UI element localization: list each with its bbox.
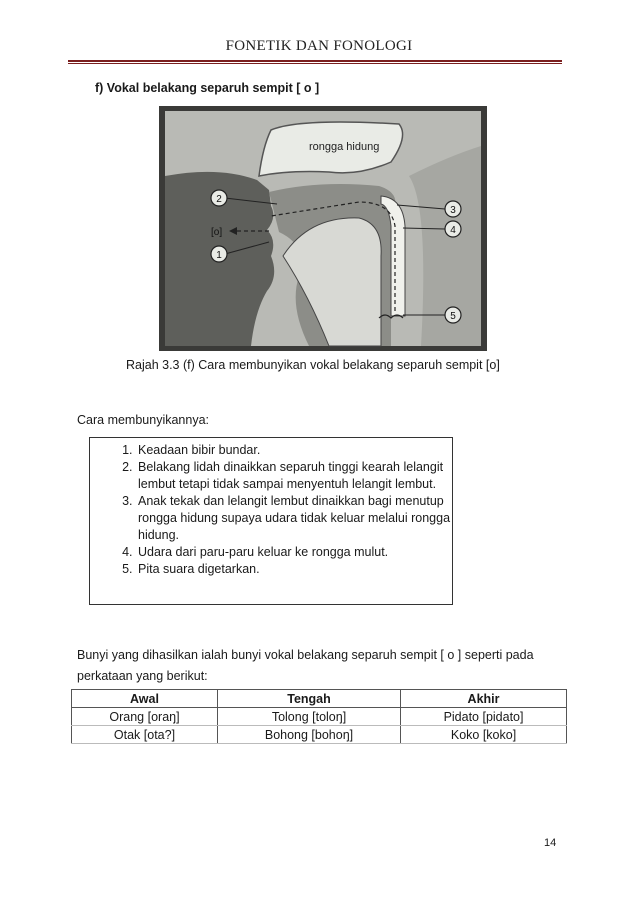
label-1: 1 <box>216 250 222 261</box>
list-item: 4. Udara dari paru-paru keluar ke rongga mulut. <box>136 544 452 561</box>
list-item: 5. Pita suara digetarkan. <box>136 561 452 578</box>
header-rule <box>68 60 562 62</box>
column-header: Awal <box>72 690 218 708</box>
label-2: 2 <box>216 194 222 205</box>
list-item: 3. Anak tekak dan lelangit lembut dinaikkan bagi menutup rongga hidung supaya udara tidak keluar melalui rongga hidung. <box>136 493 452 544</box>
table-cell: Tolong [toloŋ] <box>217 708 400 726</box>
header-rule-thin <box>68 63 562 64</box>
table-cell: Otak [ota?] <box>72 726 218 744</box>
result-paragraph: Bunyi yang dihasilkan ialah bunyi vokal belakang separuh sempit [ o ] seperti pada perkataan yang berikut: <box>77 648 534 683</box>
sound-label: [o] <box>211 227 223 238</box>
table-cell: Bohong [bohoŋ] <box>217 726 400 744</box>
table-cell: Orang [oraŋ] <box>72 708 218 726</box>
column-header: Akhir <box>401 690 567 708</box>
steps-list <box>90 438 452 578</box>
table-cell: Koko [koko] <box>401 726 567 744</box>
label-3: 3 <box>450 205 456 216</box>
vocal-tract-figure <box>159 106 487 351</box>
section-heading: f) Vokal belakang separuh sempit [ o ] <box>95 81 320 95</box>
intro-text: Cara membunyikannya: <box>77 413 210 427</box>
table-header-row <box>72 690 567 708</box>
page-header-title: FONETIK DAN FONOLOGI <box>225 38 413 54</box>
examples-table <box>71 689 567 744</box>
page-number: 14 <box>544 837 557 849</box>
column-header: Tengah <box>217 690 400 708</box>
list-item: 2. Belakang lidah dinaikkan separuh tinggi kearah lelangit lembut tetapi tidak sampai menyentuh lelangit lembut. <box>136 459 452 493</box>
table-row <box>72 708 567 726</box>
nasal-cavity-label: rongga hidung <box>309 141 380 153</box>
figure-caption: Rajah 3.3 (f) Cara membunyikan vokal belakang separuh sempit [o] <box>126 358 500 372</box>
label-4: 4 <box>450 225 456 236</box>
steps-box <box>89 437 453 605</box>
table-cell: Pidato [pidato] <box>401 708 567 726</box>
vocal-tract-diagram <box>159 106 487 351</box>
label-5: 5 <box>450 311 456 322</box>
list-item: 1. Keadaan bibir bundar. <box>136 442 452 459</box>
table-row <box>72 726 567 744</box>
